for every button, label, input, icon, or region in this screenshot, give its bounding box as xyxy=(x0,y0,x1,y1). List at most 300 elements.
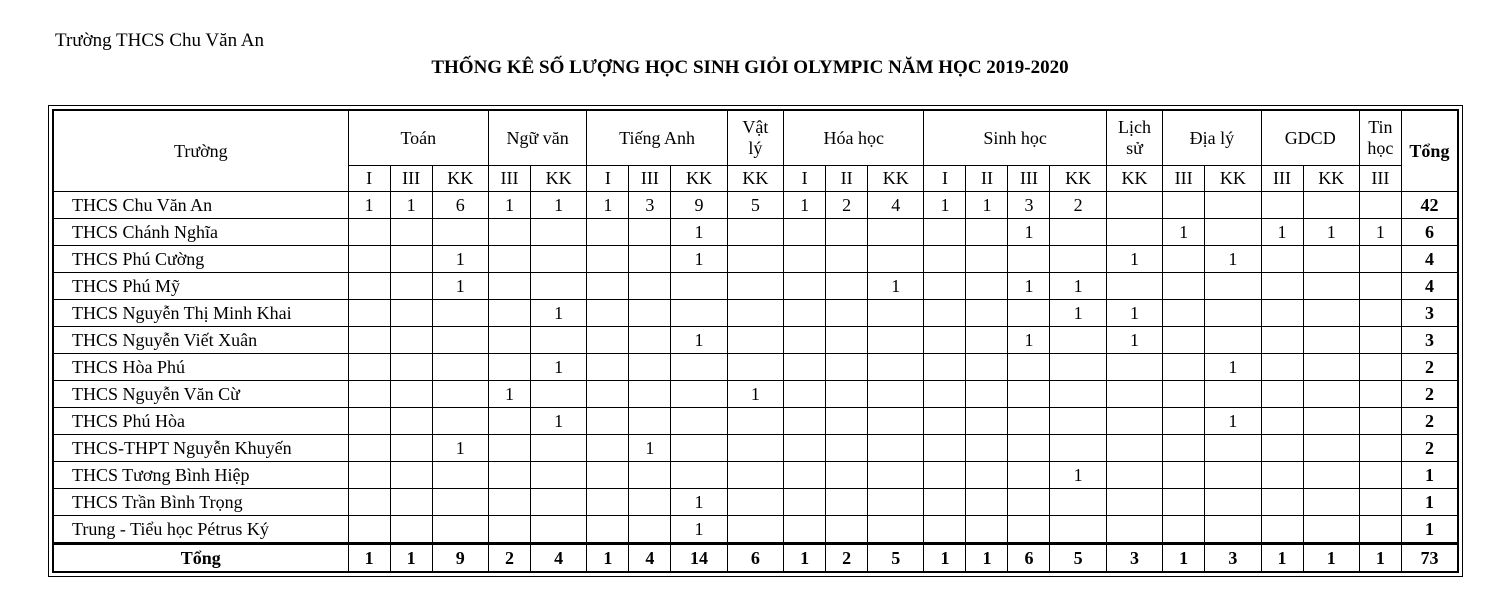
count-cell xyxy=(348,300,390,327)
count-cell xyxy=(1050,219,1106,246)
olympic-stats-table xyxy=(52,109,1459,573)
count-cell: 1 xyxy=(1261,219,1303,246)
count-cell xyxy=(784,219,826,246)
count-cell xyxy=(1205,462,1261,489)
count-cell: 1 xyxy=(1106,300,1162,327)
count-cell xyxy=(868,300,924,327)
count-cell xyxy=(1008,435,1050,462)
header-subject-line1: Lịch xyxy=(1118,117,1151,137)
count-cell: 1 xyxy=(1008,327,1050,354)
count-cell: 1 xyxy=(1106,327,1162,354)
count-cell xyxy=(348,435,390,462)
count-cell xyxy=(432,516,488,544)
count-cell xyxy=(1163,489,1205,516)
count-cell xyxy=(1008,354,1050,381)
count-cell xyxy=(826,354,868,381)
count-cell xyxy=(1106,435,1162,462)
count-cell xyxy=(868,381,924,408)
count-cell xyxy=(924,489,966,516)
totals-cell: 1 xyxy=(587,544,629,573)
count-cell xyxy=(390,219,432,246)
school-name: THCS Hòa Phú xyxy=(53,354,348,381)
count-cell xyxy=(1359,516,1401,544)
totals-cell: 1 xyxy=(1359,544,1401,573)
count-cell xyxy=(390,300,432,327)
count-cell xyxy=(348,354,390,381)
count-cell xyxy=(348,462,390,489)
count-cell xyxy=(587,462,629,489)
count-cell xyxy=(1050,489,1106,516)
header-subject-line1: Tin xyxy=(1368,117,1393,137)
count-cell xyxy=(1163,462,1205,489)
totals-cell: 14 xyxy=(671,544,727,573)
header-level: KK xyxy=(1106,166,1162,192)
count-cell xyxy=(1359,354,1401,381)
count-cell: 4 xyxy=(868,192,924,219)
totals-cell: 1 xyxy=(1163,544,1205,573)
table-row xyxy=(53,327,1458,354)
count-cell xyxy=(432,219,488,246)
count-cell xyxy=(1106,354,1162,381)
count-cell xyxy=(1050,354,1106,381)
count-cell xyxy=(489,435,531,462)
count-cell xyxy=(1261,273,1303,300)
count-cell: 1 xyxy=(432,246,488,273)
header-level: KK xyxy=(671,166,727,192)
count-cell xyxy=(1261,435,1303,462)
count-cell xyxy=(348,381,390,408)
count-cell xyxy=(924,354,966,381)
count-cell: 1 xyxy=(531,408,587,435)
row-total: 3 xyxy=(1401,300,1458,327)
totals-row xyxy=(53,544,1458,573)
count-cell xyxy=(531,462,587,489)
totals-cell: 1 xyxy=(348,544,390,573)
count-cell xyxy=(348,219,390,246)
count-cell xyxy=(966,300,1008,327)
count-cell xyxy=(629,516,671,544)
school-name: THCS Trần Bình Trọng xyxy=(53,489,348,516)
count-cell xyxy=(1163,246,1205,273)
table-row xyxy=(53,300,1458,327)
count-cell xyxy=(1163,273,1205,300)
count-cell xyxy=(629,381,671,408)
count-cell xyxy=(784,354,826,381)
count-cell xyxy=(966,354,1008,381)
count-cell xyxy=(1205,273,1261,300)
count-cell: 1 xyxy=(489,192,531,219)
count-cell xyxy=(1163,516,1205,544)
header-subject-gdcd: GDCD xyxy=(1261,110,1359,166)
count-cell xyxy=(587,273,629,300)
count-cell xyxy=(1359,300,1401,327)
row-total: 3 xyxy=(1401,327,1458,354)
row-total: 4 xyxy=(1401,273,1458,300)
count-cell: 1 xyxy=(348,192,390,219)
count-cell: 3 xyxy=(629,192,671,219)
count-cell xyxy=(432,327,488,354)
count-cell xyxy=(1303,381,1359,408)
count-cell xyxy=(826,435,868,462)
count-cell xyxy=(1303,516,1359,544)
count-cell xyxy=(826,327,868,354)
count-cell: 5 xyxy=(727,192,783,219)
school-label: Trường THCS Chu Văn An xyxy=(55,30,264,51)
school-name: THCS Nguyễn Thị Minh Khai xyxy=(53,300,348,327)
count-cell xyxy=(531,516,587,544)
grand-total: 73 xyxy=(1401,544,1458,573)
count-cell xyxy=(868,462,924,489)
header-subject-tieng-anh: Tiếng Anh xyxy=(587,110,727,166)
count-cell xyxy=(924,435,966,462)
count-cell: 1 xyxy=(1205,354,1261,381)
totals-cell: 5 xyxy=(868,544,924,573)
count-cell xyxy=(727,273,783,300)
count-cell xyxy=(432,381,488,408)
count-cell xyxy=(784,435,826,462)
count-cell xyxy=(587,219,629,246)
count-cell: 1 xyxy=(671,246,727,273)
count-cell xyxy=(432,408,488,435)
count-cell: 1 xyxy=(1050,462,1106,489)
count-cell xyxy=(924,273,966,300)
count-cell xyxy=(629,462,671,489)
count-cell xyxy=(1303,300,1359,327)
count-cell xyxy=(531,246,587,273)
count-cell xyxy=(727,462,783,489)
count-cell xyxy=(1303,435,1359,462)
count-cell xyxy=(727,489,783,516)
totals-cell: 6 xyxy=(1008,544,1050,573)
row-total: 6 xyxy=(1401,219,1458,246)
count-cell xyxy=(1106,516,1162,544)
count-cell xyxy=(629,408,671,435)
count-cell xyxy=(629,489,671,516)
count-cell xyxy=(1261,489,1303,516)
count-cell xyxy=(966,381,1008,408)
count-cell xyxy=(1261,192,1303,219)
row-total: 1 xyxy=(1401,489,1458,516)
count-cell xyxy=(1106,273,1162,300)
count-cell xyxy=(966,516,1008,544)
count-cell xyxy=(587,381,629,408)
table-row xyxy=(53,381,1458,408)
count-cell xyxy=(390,246,432,273)
count-cell xyxy=(348,489,390,516)
count-cell xyxy=(1261,327,1303,354)
header-level: KK xyxy=(1050,166,1106,192)
count-cell xyxy=(868,408,924,435)
count-cell xyxy=(1303,246,1359,273)
header-level: II xyxy=(826,166,868,192)
count-cell xyxy=(390,354,432,381)
count-cell xyxy=(1205,192,1261,219)
count-cell xyxy=(1050,435,1106,462)
count-cell xyxy=(924,381,966,408)
table-body xyxy=(53,192,1458,573)
count-cell xyxy=(390,273,432,300)
count-cell xyxy=(1359,327,1401,354)
count-cell: 1 xyxy=(671,219,727,246)
count-cell xyxy=(587,354,629,381)
count-cell: 1 xyxy=(1163,219,1205,246)
count-cell xyxy=(826,516,868,544)
count-cell xyxy=(1205,516,1261,544)
row-total: 2 xyxy=(1401,354,1458,381)
header-subject-hoa-hoc: Hóa học xyxy=(784,110,924,166)
count-cell: 1 xyxy=(868,273,924,300)
count-cell xyxy=(1261,408,1303,435)
count-cell: 1 xyxy=(432,435,488,462)
header-level: II xyxy=(966,166,1008,192)
count-cell xyxy=(531,435,587,462)
count-cell xyxy=(531,219,587,246)
count-cell xyxy=(629,327,671,354)
count-cell xyxy=(1303,489,1359,516)
school-name: THCS Nguyễn Viết Xuân xyxy=(53,327,348,354)
count-cell xyxy=(390,381,432,408)
count-cell xyxy=(1008,516,1050,544)
count-cell xyxy=(1008,381,1050,408)
count-cell xyxy=(1205,300,1261,327)
totals-cell: 2 xyxy=(489,544,531,573)
count-cell: 1 xyxy=(924,192,966,219)
count-cell xyxy=(966,435,1008,462)
count-cell xyxy=(629,300,671,327)
count-cell xyxy=(924,327,966,354)
header-level: III xyxy=(1163,166,1205,192)
count-cell xyxy=(489,516,531,544)
count-cell xyxy=(390,462,432,489)
totals-cell: 3 xyxy=(1205,544,1261,573)
row-total: 2 xyxy=(1401,381,1458,408)
row-total: 1 xyxy=(1401,516,1458,544)
count-cell xyxy=(1303,273,1359,300)
count-cell xyxy=(587,246,629,273)
count-cell xyxy=(1008,462,1050,489)
totals-cell: 1 xyxy=(1303,544,1359,573)
count-cell xyxy=(784,408,826,435)
count-cell xyxy=(587,489,629,516)
count-cell xyxy=(826,219,868,246)
count-cell xyxy=(1303,408,1359,435)
count-cell: 1 xyxy=(966,192,1008,219)
count-cell xyxy=(1303,327,1359,354)
header-level: III xyxy=(1359,166,1401,192)
count-cell xyxy=(1205,219,1261,246)
count-cell xyxy=(671,462,727,489)
count-cell xyxy=(784,327,826,354)
count-cell: 1 xyxy=(1205,408,1261,435)
row-total: 2 xyxy=(1401,435,1458,462)
row-total: 1 xyxy=(1401,462,1458,489)
count-cell xyxy=(868,246,924,273)
count-cell xyxy=(348,327,390,354)
count-cell xyxy=(390,489,432,516)
count-cell xyxy=(868,435,924,462)
count-cell xyxy=(629,219,671,246)
header-level: KK xyxy=(1205,166,1261,192)
header-level: KK xyxy=(1303,166,1359,192)
count-cell xyxy=(390,435,432,462)
count-cell xyxy=(868,354,924,381)
table-row xyxy=(53,489,1458,516)
count-cell xyxy=(924,246,966,273)
header-school: Trường xyxy=(53,110,348,192)
header-subject-line2: sử xyxy=(1126,138,1143,158)
count-cell: 1 xyxy=(1106,246,1162,273)
totals-cell: 1 xyxy=(784,544,826,573)
count-cell xyxy=(924,219,966,246)
table-row xyxy=(53,354,1458,381)
header-level: III xyxy=(1008,166,1050,192)
totals-cell: 1 xyxy=(1261,544,1303,573)
count-cell xyxy=(531,381,587,408)
count-cell xyxy=(1050,327,1106,354)
count-cell xyxy=(390,408,432,435)
count-cell xyxy=(1261,354,1303,381)
count-cell: 1 xyxy=(1359,219,1401,246)
count-cell xyxy=(629,273,671,300)
header-subject-tin-hoc xyxy=(1359,110,1401,166)
count-cell xyxy=(671,408,727,435)
count-cell xyxy=(1106,408,1162,435)
count-cell: 1 xyxy=(489,381,531,408)
count-cell: 3 xyxy=(1008,192,1050,219)
count-cell xyxy=(587,327,629,354)
totals-label: Tổng xyxy=(53,544,348,573)
count-cell xyxy=(1261,246,1303,273)
count-cell xyxy=(1008,408,1050,435)
table-row xyxy=(53,408,1458,435)
count-cell xyxy=(1261,516,1303,544)
count-cell xyxy=(1205,489,1261,516)
header-subject-lich-su xyxy=(1106,110,1162,166)
count-cell xyxy=(826,273,868,300)
count-cell xyxy=(1205,435,1261,462)
count-cell xyxy=(629,246,671,273)
header-subject-line2: học xyxy=(1367,138,1394,158)
count-cell xyxy=(671,435,727,462)
count-cell: 1 xyxy=(1050,300,1106,327)
count-cell xyxy=(924,462,966,489)
count-cell xyxy=(489,354,531,381)
count-cell xyxy=(1359,192,1401,219)
count-cell xyxy=(924,408,966,435)
count-cell: 2 xyxy=(1050,192,1106,219)
row-total: 42 xyxy=(1401,192,1458,219)
count-cell xyxy=(1106,489,1162,516)
count-cell xyxy=(868,219,924,246)
count-cell xyxy=(489,327,531,354)
totals-cell: 1 xyxy=(966,544,1008,573)
header-subject-ngu-van: Ngữ văn xyxy=(489,110,587,166)
count-cell xyxy=(1261,300,1303,327)
count-cell xyxy=(489,300,531,327)
count-cell: 1 xyxy=(1303,219,1359,246)
count-cell xyxy=(390,327,432,354)
totals-cell: 3 xyxy=(1106,544,1162,573)
count-cell: 1 xyxy=(629,435,671,462)
count-cell xyxy=(1008,489,1050,516)
header-level: III xyxy=(390,166,432,192)
count-cell: 1 xyxy=(727,381,783,408)
count-cell xyxy=(1106,462,1162,489)
school-name: THCS Phú Hòa xyxy=(53,408,348,435)
count-cell: 1 xyxy=(432,273,488,300)
school-name: THCS Nguyễn Văn Cừ xyxy=(53,381,348,408)
count-cell xyxy=(1050,381,1106,408)
count-cell xyxy=(432,300,488,327)
count-cell: 1 xyxy=(671,327,727,354)
count-cell xyxy=(1050,408,1106,435)
count-cell xyxy=(1050,516,1106,544)
count-cell xyxy=(531,327,587,354)
count-cell xyxy=(826,462,868,489)
header-level: I xyxy=(784,166,826,192)
header-level: III xyxy=(1261,166,1303,192)
count-cell xyxy=(966,408,1008,435)
table-row xyxy=(53,462,1458,489)
count-cell xyxy=(671,273,727,300)
count-cell xyxy=(1359,435,1401,462)
count-cell xyxy=(966,489,1008,516)
count-cell xyxy=(671,300,727,327)
count-cell xyxy=(1303,462,1359,489)
totals-cell: 1 xyxy=(924,544,966,573)
count-cell xyxy=(1261,462,1303,489)
count-cell xyxy=(727,354,783,381)
count-cell xyxy=(671,381,727,408)
header-subject-line1: Vật xyxy=(742,117,769,137)
header-level: I xyxy=(924,166,966,192)
count-cell xyxy=(727,435,783,462)
count-cell xyxy=(1303,192,1359,219)
count-cell xyxy=(489,489,531,516)
count-cell xyxy=(924,300,966,327)
count-cell xyxy=(489,246,531,273)
totals-cell: 4 xyxy=(629,544,671,573)
count-cell xyxy=(348,246,390,273)
count-cell: 1 xyxy=(587,192,629,219)
table-row xyxy=(53,516,1458,544)
header-subject-vat-ly xyxy=(727,110,783,166)
count-cell xyxy=(1359,381,1401,408)
count-cell xyxy=(784,381,826,408)
count-cell xyxy=(966,219,1008,246)
count-cell xyxy=(587,300,629,327)
count-cell xyxy=(966,462,1008,489)
count-cell xyxy=(1261,381,1303,408)
count-cell xyxy=(489,408,531,435)
header-subject-dia-ly: Địa lý xyxy=(1163,110,1261,166)
count-cell: 1 xyxy=(531,354,587,381)
count-cell xyxy=(727,327,783,354)
count-cell xyxy=(1359,462,1401,489)
table-row xyxy=(53,435,1458,462)
count-cell xyxy=(489,462,531,489)
count-cell xyxy=(432,354,488,381)
count-cell xyxy=(1359,489,1401,516)
page-title: THỐNG KÊ SỐ LƯỢNG HỌC SINH GIỎI OLYMPIC NĂM HỌC 2019-2020 xyxy=(431,57,1069,78)
count-cell xyxy=(587,435,629,462)
count-cell xyxy=(868,327,924,354)
count-cell xyxy=(489,219,531,246)
count-cell xyxy=(826,408,868,435)
count-cell xyxy=(784,273,826,300)
count-cell xyxy=(924,516,966,544)
header-subject-line2: lý xyxy=(748,138,763,158)
